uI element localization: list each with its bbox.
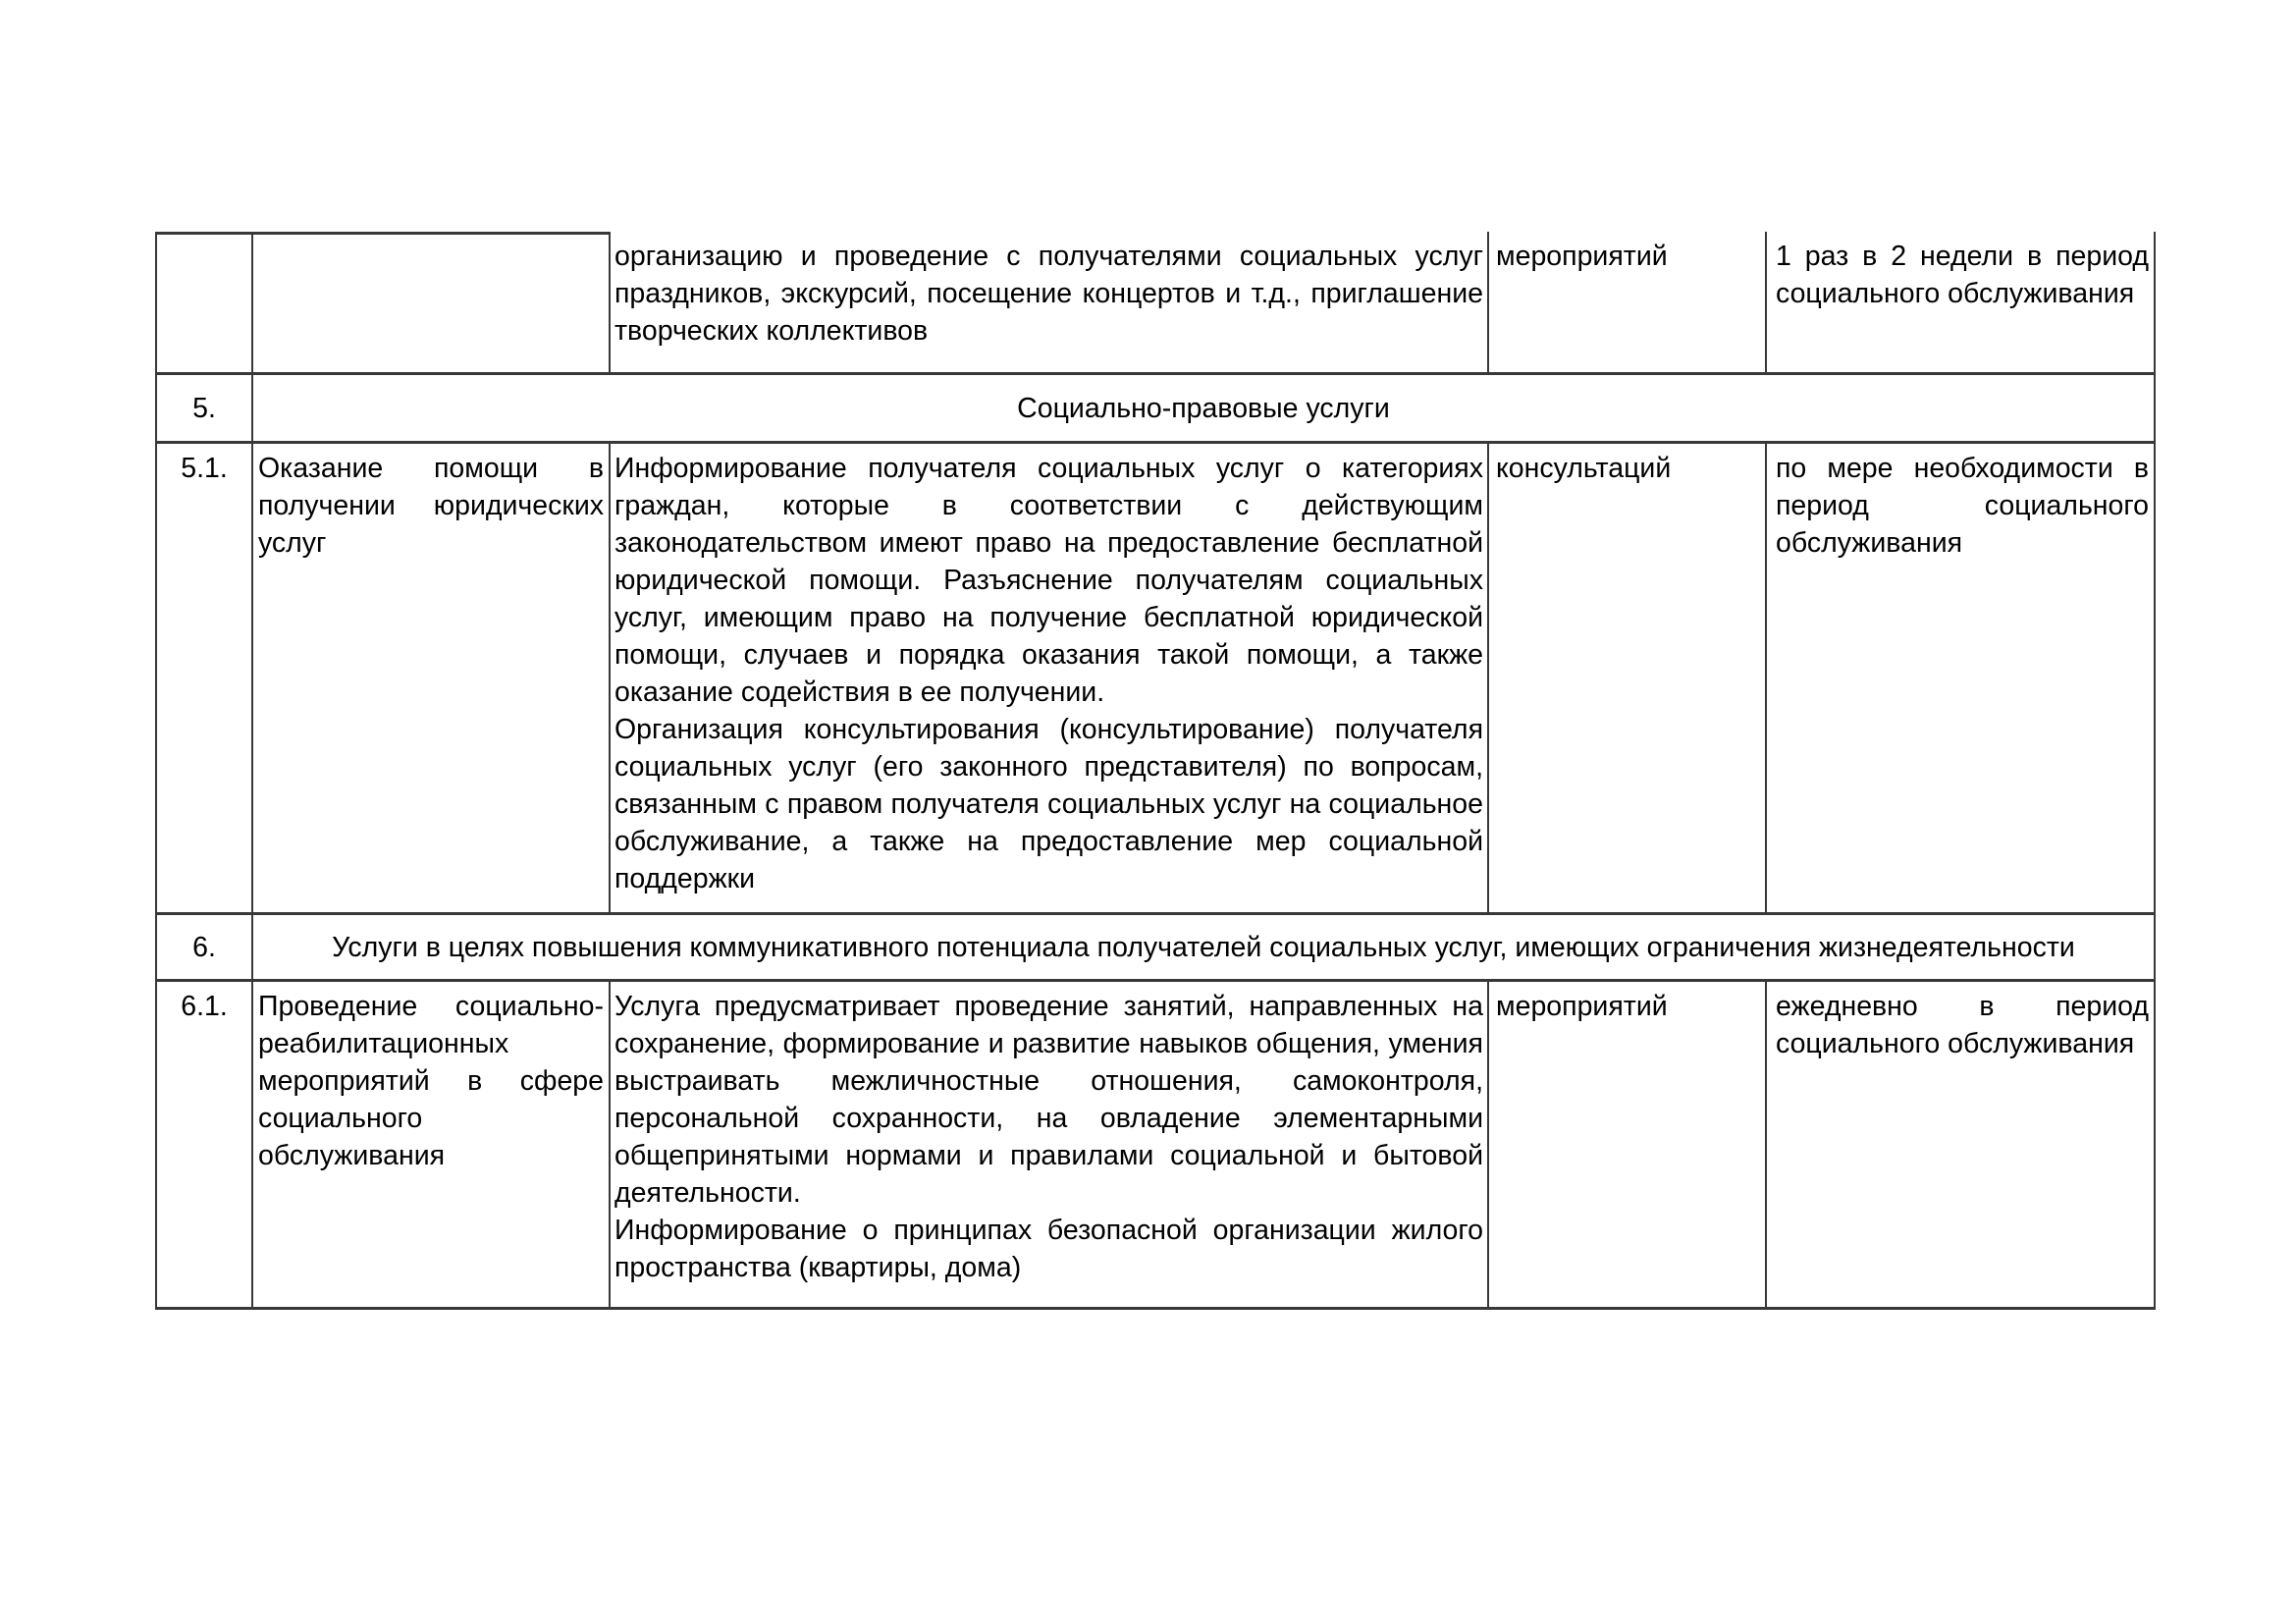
table-row-5-1 xyxy=(155,441,2156,912)
unit-text: мероприятий xyxy=(1496,991,1668,1022)
cell-unit xyxy=(1487,982,1765,1307)
cell-unit xyxy=(1487,444,1765,912)
description-paragraph: Организация консультирования (консультирование) получателя социальных услуг (его законного представителя) по вопросам, связанным с правом получателя социальных услуг на социальное обслуживание, а также на предоставление мер социальной поддержки xyxy=(614,714,1483,894)
description-paragraph: Услуга предусматривает проведение занятий, направленных на сохранение, формирование и развитие навыков общения, умения выстраивать межличностные отношения, самоконтроля, персональной сохранности, на овладение элементарными общепринятыми нормами и правилами социальной и бытовой деятельности. xyxy=(614,991,1483,1209)
cell-frequency xyxy=(1765,982,2156,1307)
description-paragraph: Информирование о принципах безопасной организации жилого пространства (квартиры, дома) xyxy=(614,1215,1483,1283)
cell-description xyxy=(609,444,1487,912)
description-paragraph: Информирование получателя социальных услуг о категориях граждан, которые в соответствии с действующим законодательством имеют право на предоставление бесплатной юридической помощи. Разъяснение получателям социальных услуг, имеющим право на получение бесплатной юридической помощи, случаев и порядка оказания такой помощи, а также оказание содействия в ее получении. xyxy=(614,453,1483,708)
cell-service-name xyxy=(251,982,609,1307)
section-number: 6. xyxy=(155,915,251,979)
services-table xyxy=(155,232,2156,1310)
section-number: 5. xyxy=(155,375,251,441)
service-name-text: Проведение социально-реабилитационных мероприятий в сфере социального обслуживания xyxy=(258,991,604,1171)
service-name-text: Оказание помощи в получении юридических услуг xyxy=(258,453,604,559)
cell-service-name xyxy=(251,232,609,372)
cell-row-number xyxy=(155,232,251,372)
cell-row-number: 5.1. xyxy=(155,444,251,912)
unit-text: мероприятий xyxy=(1496,241,1668,272)
cell-row-number: 6.1. xyxy=(155,982,251,1307)
section-title: Социально-правовые услуги xyxy=(251,375,2156,441)
cell-unit xyxy=(1487,232,1765,372)
table-row-6-1 xyxy=(155,979,2156,1307)
cell-frequency xyxy=(1765,232,2156,372)
frequency-text: ежедневно в период социального обслуживания xyxy=(1776,991,2149,1059)
frequency-text: по мере необходимости в период социального обслуживания xyxy=(1776,453,2149,559)
cell-service-name xyxy=(251,444,609,912)
description-paragraph: организацию и проведение с получателями социальных услуг праздников, экскурсий, посещение концертов и т.д., приглашение творческих коллективов xyxy=(614,241,1483,347)
table-row-section-5 xyxy=(155,372,2156,441)
section-title: Услуги в целях повышения коммуникативного потенциала получателей социальных услуг, имеющих ограничения жизнедеятельности xyxy=(251,915,2156,979)
table-row-section-6 xyxy=(155,912,2156,979)
cell-description xyxy=(609,982,1487,1307)
cell-description xyxy=(609,232,1487,372)
frequency-text: 1 раз в 2 недели в период социального обслуживания xyxy=(1776,241,2149,309)
unit-text: консультаций xyxy=(1496,453,1672,484)
table-row-continuation xyxy=(155,232,2156,372)
cell-frequency xyxy=(1765,444,2156,912)
